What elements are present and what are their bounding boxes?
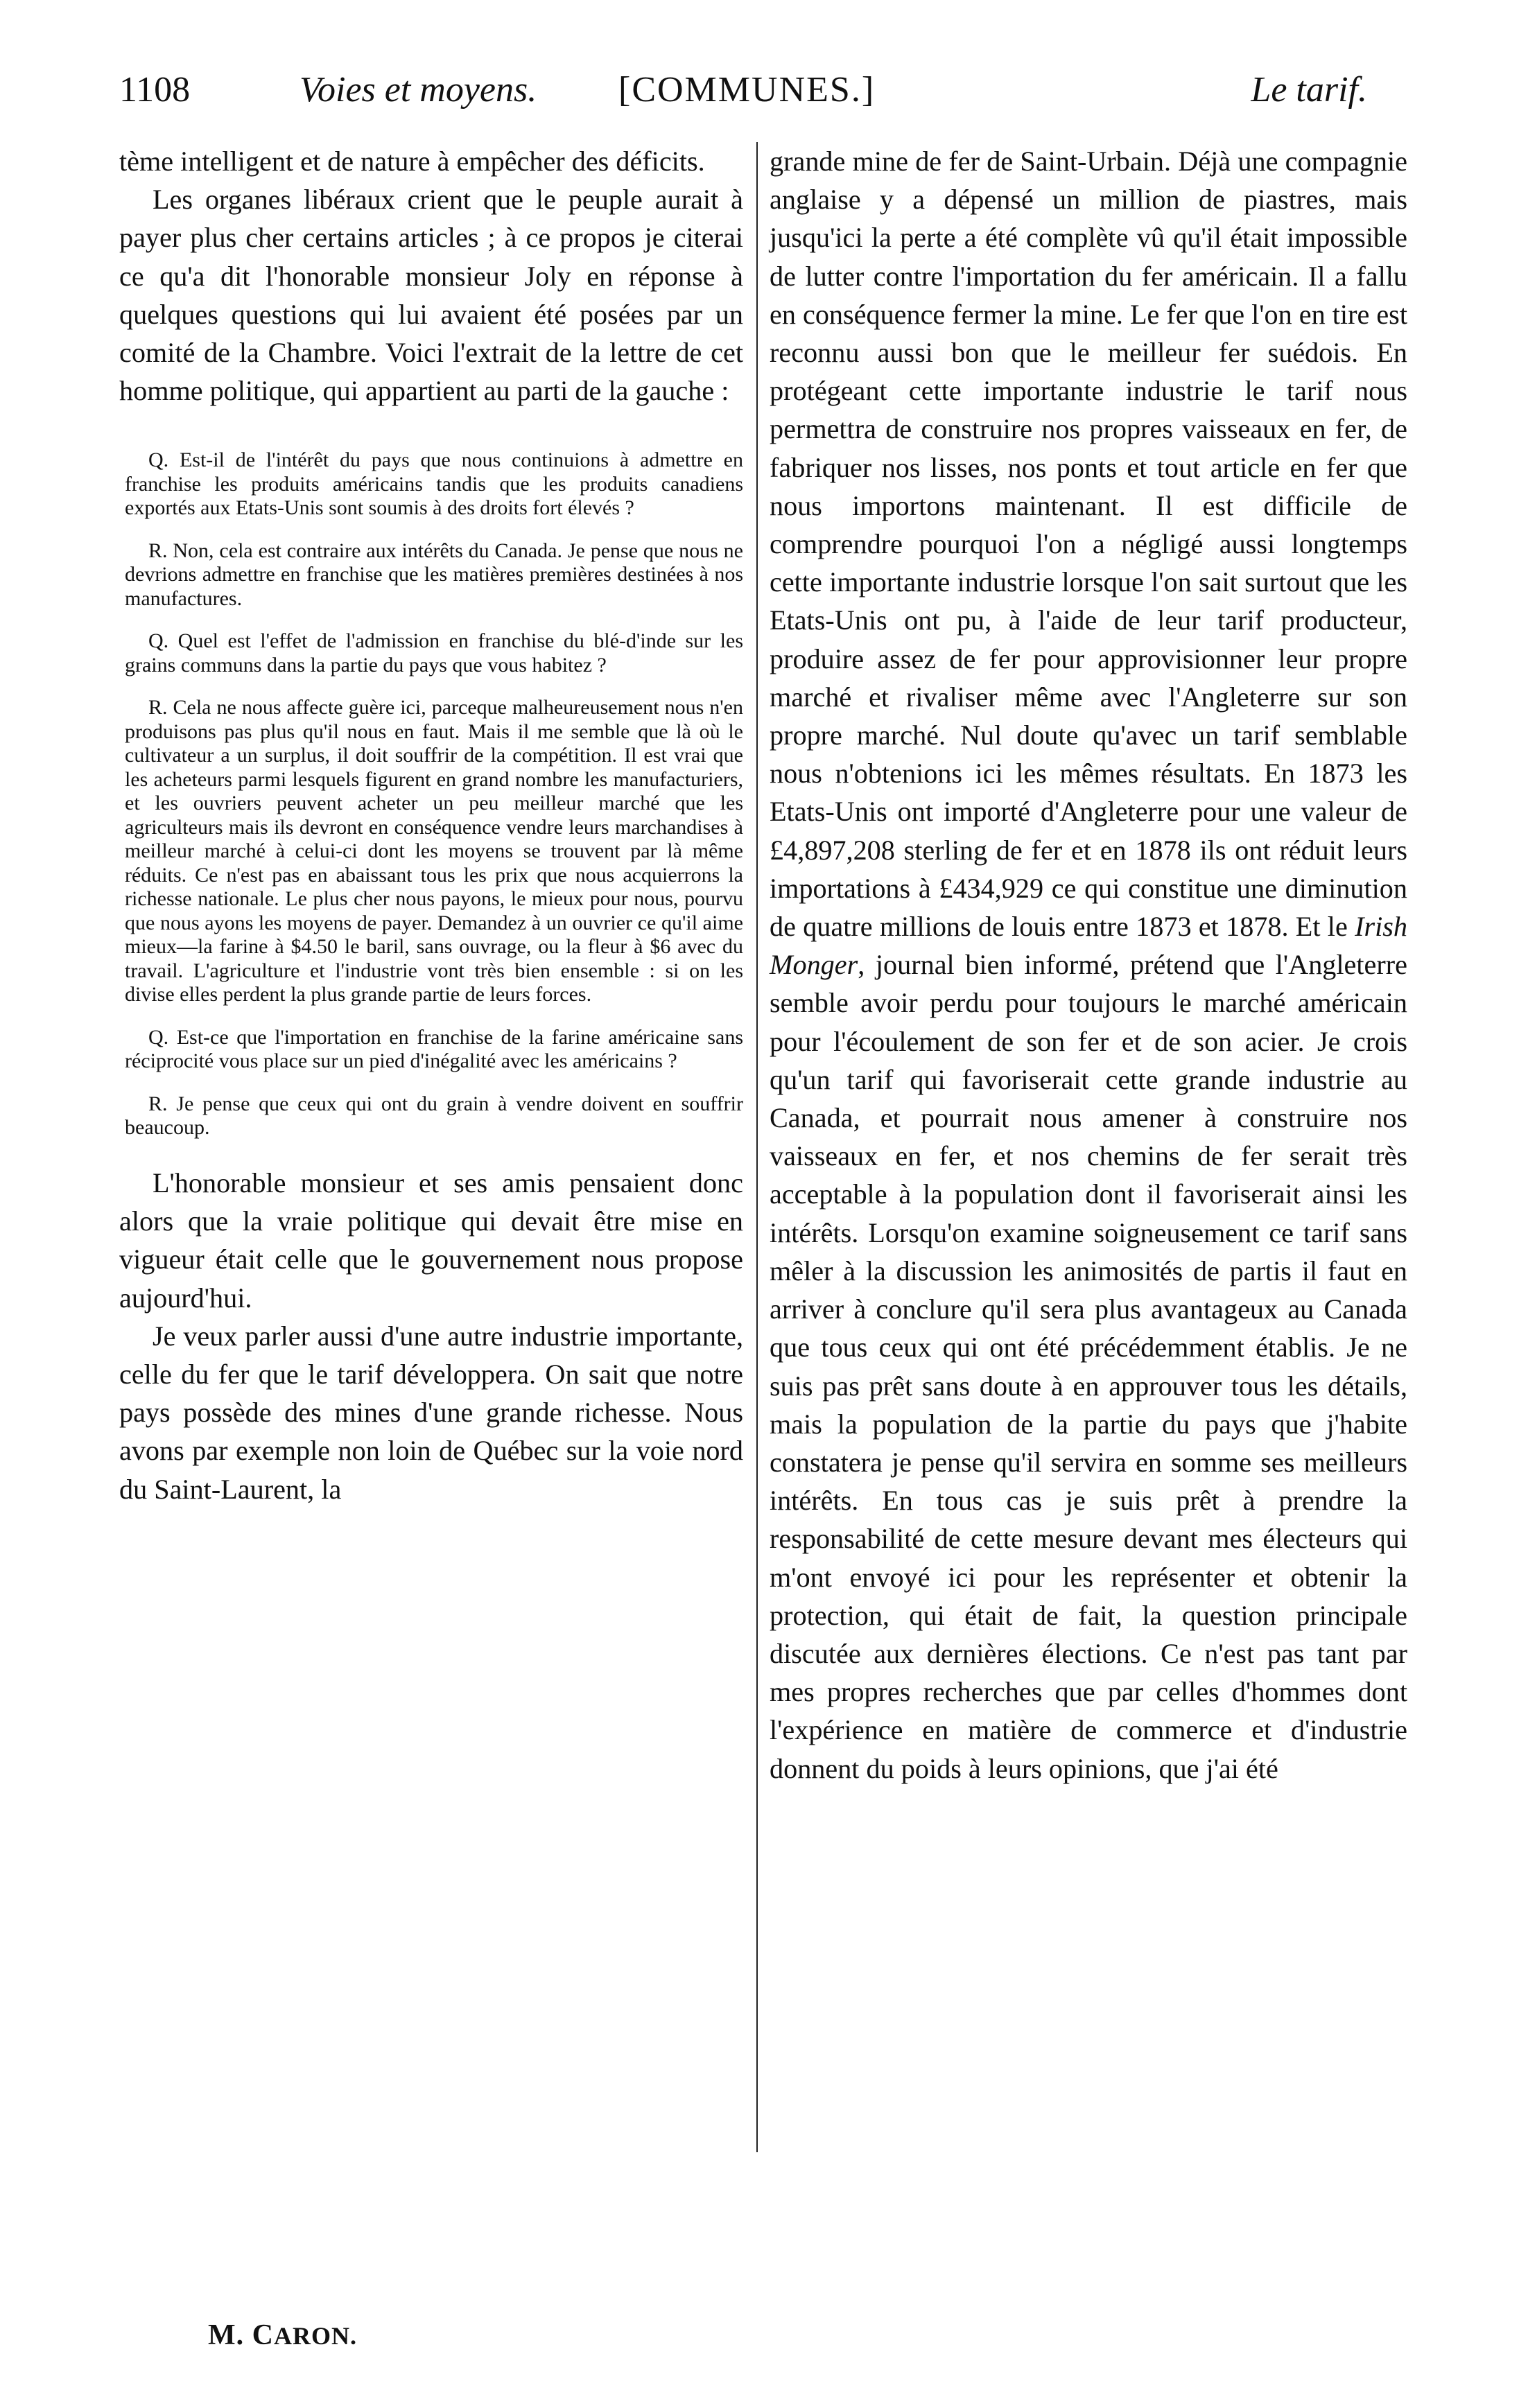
answer: R. Cela ne nous affecte guère ici, parceque malheureusement nous n'en produisons pas plus qu'il nous en faut. Mais il me semble que là où le cultivateur a un surplus, il doit souffrir de la compétition. Il est vrai que les acheteurs parmi lesquels figurent en grand nombre les manufacturiers, et les ouvriers peuvent acheter un peu meilleur marché que les agriculteurs mais ils devront en conséquence vendre leurs marchandises à meilleur marché à celui-ci dont les moyens se trouvent par là même réduits. Ce n'est pas en abaissant tous les prix que nous acquierrons la richesse nationale. Le plus cher nous payons, le mieux pour nous, pourvu que nous ayons les moyens de payer. Demandez à un ouvrier ce qu'il aime mieux—la farine à $4.50 le baril, sans ouvrage, ou la fleur à $6 avec du travail. L'agriculture et l'industrie vont très bien ensemble : si on les divise elles perdent la plus grande partie de leurs forces. [125, 696, 743, 1006]
answer: R. Je pense que ceux qui ont du grain à vendre doivent en souffrir beaucoup. [125, 1092, 743, 1140]
paragraph-text: grande mine de fer de Saint-Urbain. Déjà une compagnie anglaise y a dépensé un million de piastres, mais jusqu'ici la perte a été complète vû qu'il était impossible de lutter contre l'importation du fer américain. Il a fallu en conséquence fermer la mine. Le fer que l'on en tire est reconnu aussi bon que le meilleur fer suédois. En protégeant cette importante industrie le tarif nous permettra de construire nos propres vaisseaux en fer, de fabriquer nos lisses, nos ponts et tout article en fer que nous importons maintenant. Il est difficile de comprendre pourquoi l'on a négligé aussi longtemps cette importante industrie lorsque l'on sait surtout que les Etats-Unis ont pu, à l'aide de leur tarif producteur, produire assez de fer pour approvisionner leur propre marché et rivaliser même avec l'Angleterre sur son propre marché. Nul doute qu'avec un tarif semblable nous n'obtenions ici les mêmes résultats. En 1873 les Etats-Unis ont importé d'Angleterre pour une valeur de £4,897,208 sterling de fer et en 1878 ils ont réduit leurs importations à £434,929 ce qui constitue une diminution de quatre millions de louis entre 1873 et 1878. Et le [770, 146, 1407, 943]
left-column [119, 142, 743, 1508]
column-divider [756, 142, 758, 2152]
paragraph: tème intelligent et de nature à empêcher des déficits. [119, 146, 705, 177]
paragraph [770, 142, 1407, 1788]
page-header [119, 69, 1409, 118]
newspaper-title: Irish Monger [770, 911, 1407, 981]
signature-rest: ARON. [273, 2322, 357, 2350]
paragraph: Je veux parler aussi d'une autre industrie importante, celle du fer que le tarif développera. On sait que notre pays possède des mines d'une grande richesse. Nous avons par exemple non loin de Québec sur la voie nord du Saint-Laurent, la [119, 1320, 743, 1505]
answer: R. Non, cela est contraire aux intérêts du Canada. Je pense que nous ne devrions admettre en franchise que les matières premières destinées à nos manufactures. [125, 539, 743, 610]
question: Q. Quel est l'effet de l'admission en franchise du blé-d'inde sur les grains communs dans la partie du pays que vous habitez ? [125, 629, 743, 677]
quoted-questions-answers [119, 448, 743, 1140]
question: Q. Est-il de l'intérêt du pays que nous continuions à admettre en franchise les produits américains tandis que les produits canadiens exportés aux Etats-Unis sont soumis à des droits fort élevés ? [125, 448, 743, 520]
page-number: 1108 [119, 70, 191, 110]
paragraph: L'honorable monsieur et ses amis pensaient donc alors que la vraie politique qui devait être mise en vigueur était celle que le gouvernement nous propose aujourd'hui. [119, 1167, 743, 1314]
paragraph-text: , journal bien informé, prétend que l'Angleterre semble avoir perdu pour toujours le marché américain pour l'écoulement de son fer et de son acier. Je crois qu'un tarif qui favoriserait cette grande industrie au Canada, et pourrait nous amener à construire nos vaisseaux en fer, et nos chemins de fer serait très acceptable à la population dont il favoriserait ainsi les intérêts. Lorsqu'on examine soigneusement ce tarif sans mêler à la discussion les animosités de partis il faut en arriver à conclure qu'il sera plus avantageux au Canada que tous ceux qui ont été précédemment établis. Je ne suis pas prêt sans doute à en approuver tous les détails, mais la population de la partie du pays que j'habite constatera je pense qu'il servira en somme ses meilleurs intérêts. En tous cas je suis prêt à prendre la responsabilité de cette mesure devant mes électeurs qui m'ont envoyé ici pour les représenter et obtenir la protection, qui était de fait, la question principale discutée aux dernières élections. Ce n'est pas tant par mes propres recherches que par celles d'hommes dont l'expérience en matière de commerce et d'industrie donnent du poids à leurs opinions, que j'ai été [770, 949, 1407, 1784]
paragraph: Les organes libéraux crient que le peuple aurait à payer plus cher certains articles ; à ce propos je citerai ce qu'a dit l'honorable monsieur Joly en réponse à quelques questions qui lui avaient été posées par un comité de la Chambre. Voici l'extrait de la lettre de cet homme politique, qui appartient au parti de la gauche : [119, 184, 743, 407]
signature-prefix: M. C [208, 2319, 274, 2351]
speaker-signature [208, 2319, 357, 2352]
running-title-center: [COMMUNES.] [618, 70, 876, 110]
question: Q. Est-ce que l'importation en franchise de la farine américaine sans réciprocité vous place sur un pied d'inégalité avec les américains ? [125, 1025, 743, 1073]
running-title-left: Voies et moyens. [299, 70, 537, 110]
right-column [770, 142, 1407, 1788]
running-title-right: Le tarif. [1251, 70, 1367, 110]
